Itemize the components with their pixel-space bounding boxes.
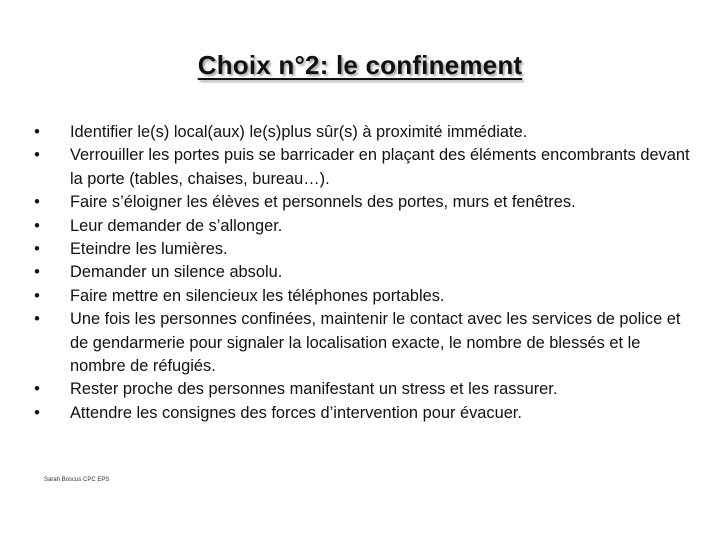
list-item <box>30 215 690 238</box>
list-item <box>30 238 690 261</box>
list-item-text: Verrouiller les portes puis se barricader en plaçant des éléments encombrants devant la porte (tables, chaises, bureau…). <box>70 146 690 188</box>
bullet-icon: • <box>34 286 40 305</box>
bullet-icon: • <box>34 310 40 329</box>
bullet-icon: • <box>34 193 40 212</box>
list-item-text: Demander un silence absolu. <box>70 263 283 282</box>
bullet-icon: • <box>34 240 40 259</box>
list-item-text: Identifier le(s) local(aux) le(s)plus sûr(s) à proximité immédiate. <box>70 123 528 141</box>
list-item-text: Faire s’éloigner les élèves et personnels des portes, murs et fenêtres. <box>70 193 576 212</box>
list-item-text: Attendre les consignes des forces d’intervention pour évacuer. <box>70 403 522 422</box>
bullet-icon: • <box>34 146 40 165</box>
author-credit: Sarah Boscus CPC EPS <box>44 477 110 483</box>
slide-title: Choix n°2: le confinement <box>197 50 523 80</box>
list-item <box>30 285 690 308</box>
list-item <box>30 402 690 425</box>
list-item-text: Leur demander de s’allonger. <box>70 216 283 235</box>
bullet-icon: • <box>34 123 40 141</box>
list-item <box>30 378 690 401</box>
list-item <box>30 191 690 214</box>
bullet-icon: • <box>34 403 40 422</box>
bullet-icon: • <box>34 263 40 282</box>
list-item-text: Faire mettre en silencieux les téléphones portables. <box>70 286 445 305</box>
list-item <box>30 261 690 284</box>
list-item-text: Eteindre les lumières. <box>70 240 228 259</box>
bullet-list <box>30 121 690 425</box>
list-item <box>30 308 690 378</box>
list-item <box>30 121 690 144</box>
list-item-text: Une fois les personnes confinées, maintenir le contact avec les services de police et de gendarmerie pour signaler la localisation exacte, le nombre de blessés et le nombre de réfugiés. <box>70 310 681 376</box>
bullet-icon: • <box>34 380 40 399</box>
list-item <box>30 144 690 191</box>
bullet-icon: • <box>34 216 40 235</box>
list-item-text: Rester proche des personnes manifestant un stress et les rassurer. <box>70 380 558 399</box>
